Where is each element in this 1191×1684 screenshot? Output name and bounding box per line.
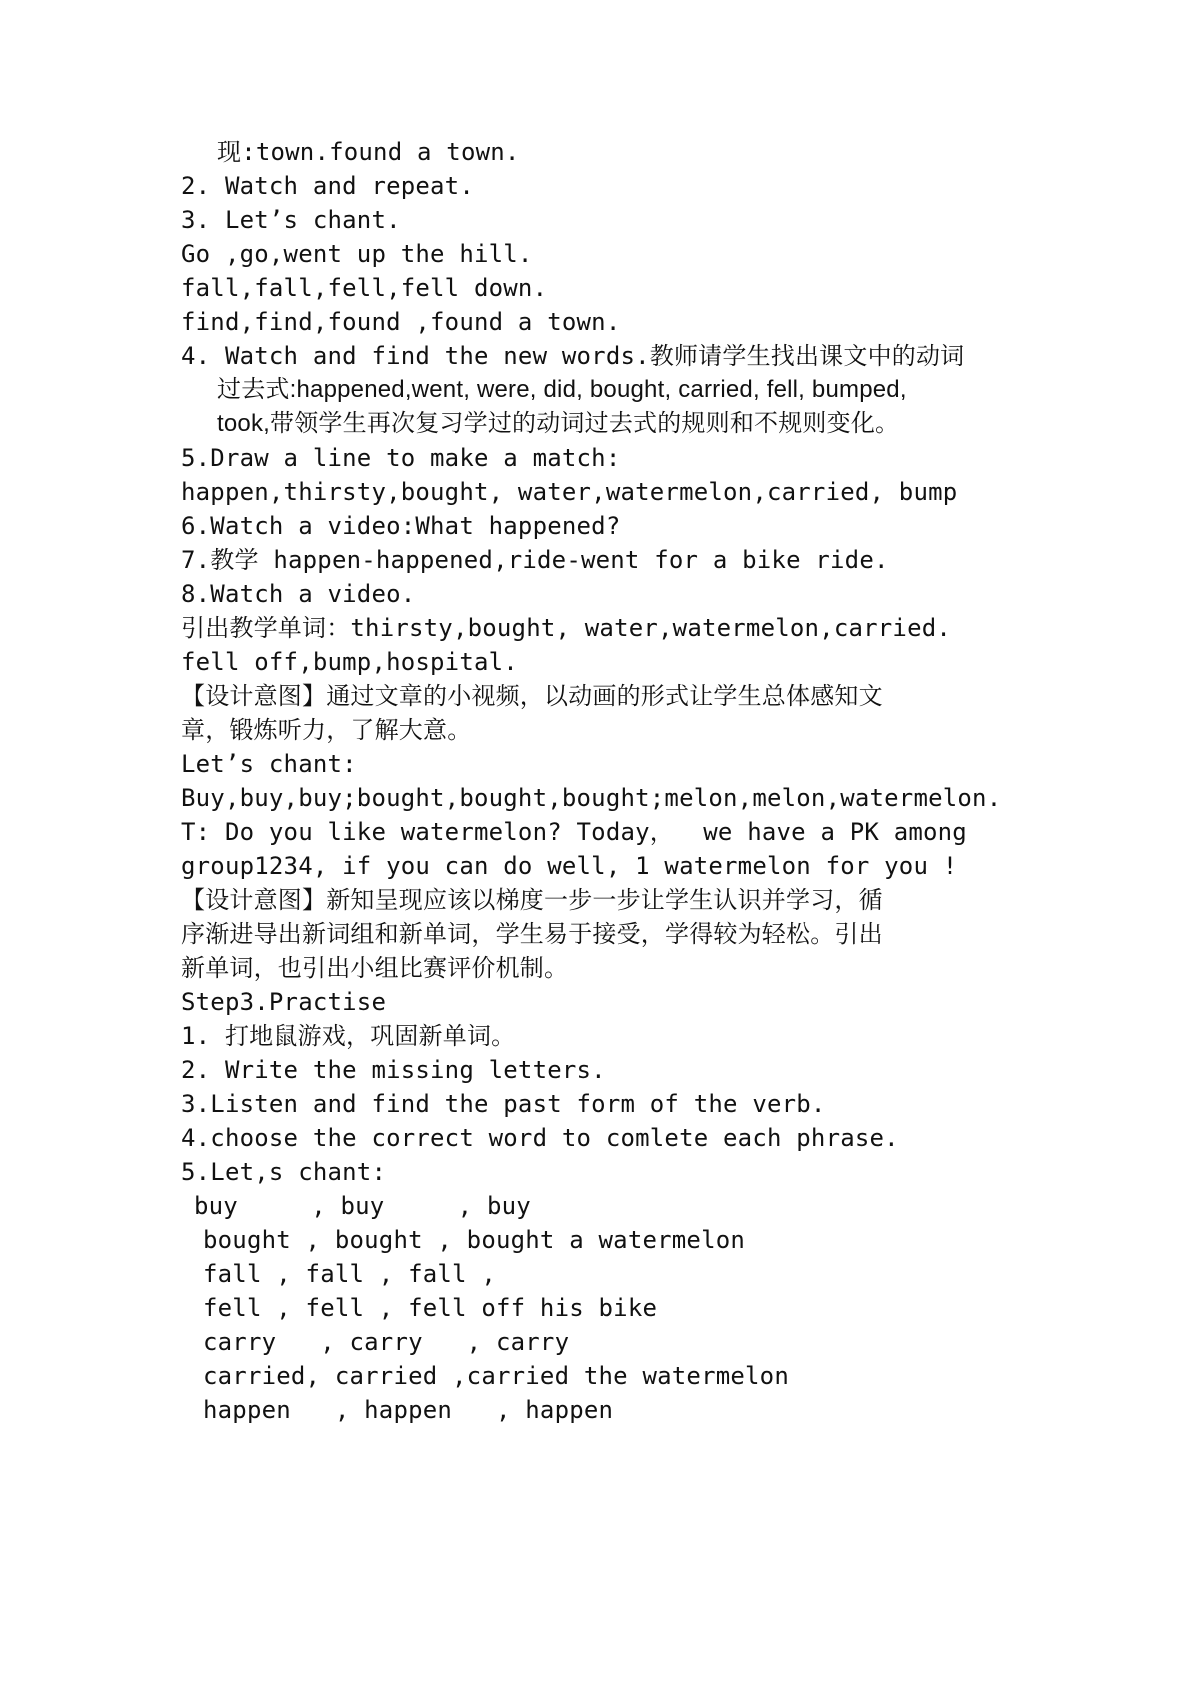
text-line-22: group1234, if you can do well, 1 watermelon for you !	[181, 852, 958, 880]
text-line-10: 5.Draw a line to make a match:	[181, 444, 621, 472]
text-line-13: 7.教学 happen-happened,ride-went for a bike ride.	[181, 546, 889, 574]
chant-line-1: buy , buy , buy	[194, 1192, 531, 1220]
text-line-25: 新单词，也引出小组比赛评价机制。	[181, 954, 569, 982]
text-line-15: 引出教学单词：thirsty,bought, water,watermelon,carried.	[181, 614, 952, 642]
text-line-30: 4.choose the correct word to comlete each phrase.	[181, 1124, 899, 1152]
text-line-21: T: Do you like watermelon? Today， we have a PK among	[181, 818, 967, 846]
text-line-23: 【设计意图】新知呈现应该以梯度一步一步让学生认识并学习，循	[181, 886, 883, 914]
text-line-2: 2. Watch and repeat.	[181, 172, 474, 200]
chant-line-7: happen , happen , happen	[203, 1396, 614, 1424]
text-line-8: 过去式:happened,went, were, did, bought, carried, fell, bumped,	[217, 376, 907, 403]
text-line-3: 3. Let’s chant.	[181, 206, 401, 234]
text-line-29: 3.Listen and find the past form of the verb.	[181, 1090, 826, 1118]
chant-line-2: bought , bought , bought a watermelon	[203, 1226, 746, 1254]
text-line-24: 序渐进导出新词组和新单词，学生易于接受，学得较为轻松。引出	[181, 920, 883, 948]
chant-line-3: fall , fall , fall ,	[203, 1260, 496, 1288]
chant-line-6: carried, carried ,carried the watermelon	[203, 1362, 789, 1390]
text-line-31: 5.Let,s chant:	[181, 1158, 387, 1186]
chant-line-5: carry , carry , carry	[203, 1328, 570, 1356]
text-line-28: 2. Write the missing letters.	[181, 1056, 606, 1084]
text-line-6: find,find,found ,found a town.	[181, 308, 621, 336]
text-line-12: 6.Watch a video:What happened?	[181, 512, 621, 540]
text-line-9: took,带领学生再次复习学过的动词过去式的规则和不规则变化。	[217, 410, 900, 437]
text-line-1: 现:town.found a town.	[217, 138, 520, 166]
text-line-17: 【设计意图】通过文章的小视频，以动画的形式让学生总体感知文	[181, 682, 883, 710]
text-line-11: happen,thirsty,bought, water,watermelon,carried, bump	[181, 478, 958, 506]
text-line-5: fall,fall,fell,fell down.	[181, 274, 548, 302]
text-line-26: Step3.Practise	[181, 988, 387, 1016]
text-line-7: 4. Watch and find the new words.教师请学生找出课文中的动词	[181, 342, 965, 370]
text-line-19: Let’s chant:	[181, 750, 357, 778]
text-line-14: 8.Watch a video.	[181, 580, 416, 608]
text-line-20: Buy,buy,buy;bought,bought,bought;melon,melon,watermelon.	[181, 784, 1002, 812]
text-line-4: Go ,go,went up the hill.	[181, 240, 533, 268]
text-line-18: 章，锻炼听力，了解大意。	[181, 716, 472, 744]
text-line-27: 1. 打地鼠游戏，巩固新单词。	[181, 1022, 516, 1050]
chant-line-4: fell , fell , fell off his bike	[203, 1294, 658, 1322]
text-line-16: fell off,bump,hospital.	[181, 648, 518, 676]
